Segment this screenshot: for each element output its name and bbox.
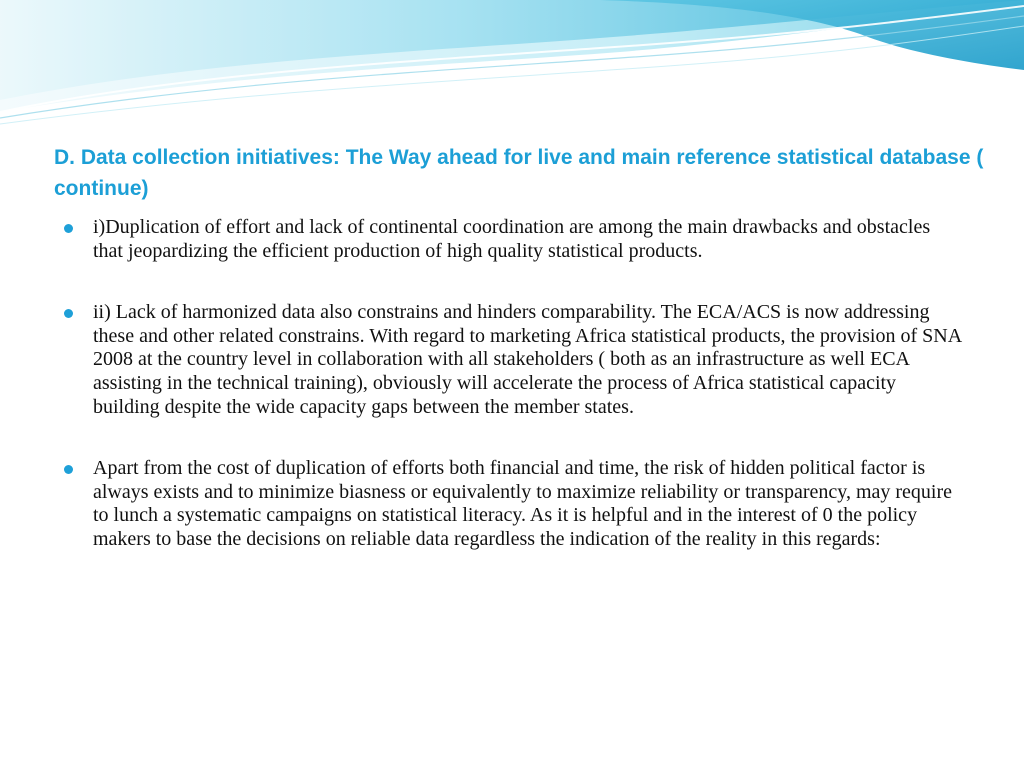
bullet-dot-icon [64,224,73,233]
bullet-dot-icon [64,465,73,474]
bullet-text: ii) Lack of harmonized data also constrains and hinders comparability. The ECA/ACS is now addressing these and other related constrains. With regard to marketing Africa statistical products, the provision of SNA 2008 at the country level in collaboration with all stakeholders ( both as an infrastructure as well ECA assisting in the technical training), obviously will accelerate the process of Africa statistical capacity building despite the wide capacity gaps between the member states. [93,301,962,418]
slide-title: D. Data collection initiatives: The Way ahead for live and main reference statistical database ( continue) [54,146,984,200]
bullet-item-2 [60,301,964,419]
bullet-dot-icon [64,309,73,318]
bullet-list [60,216,964,590]
bullet-text: Apart from the cost of duplication of efforts both financial and time, the risk of hidden political factor is always exists and to minimize biasness or equivalently to maximize reliability or transparency, may require to lunch a systematic campaigns on statistical literacy. As it is helpful and in the interest of 0 the policy makers to base the decisions on reliable data regardless the indication of the reality in this regards: [93,457,953,550]
bullet-item-1 [60,216,964,263]
header-wave-decoration [0,0,1024,130]
bullet-text: i)Duplication of effort and lack of continental coordination are among the main drawbacks and obstacles that jeopardizing the efficient production of high quality statistical products. [93,216,931,262]
bullet-item-3 [60,457,964,551]
